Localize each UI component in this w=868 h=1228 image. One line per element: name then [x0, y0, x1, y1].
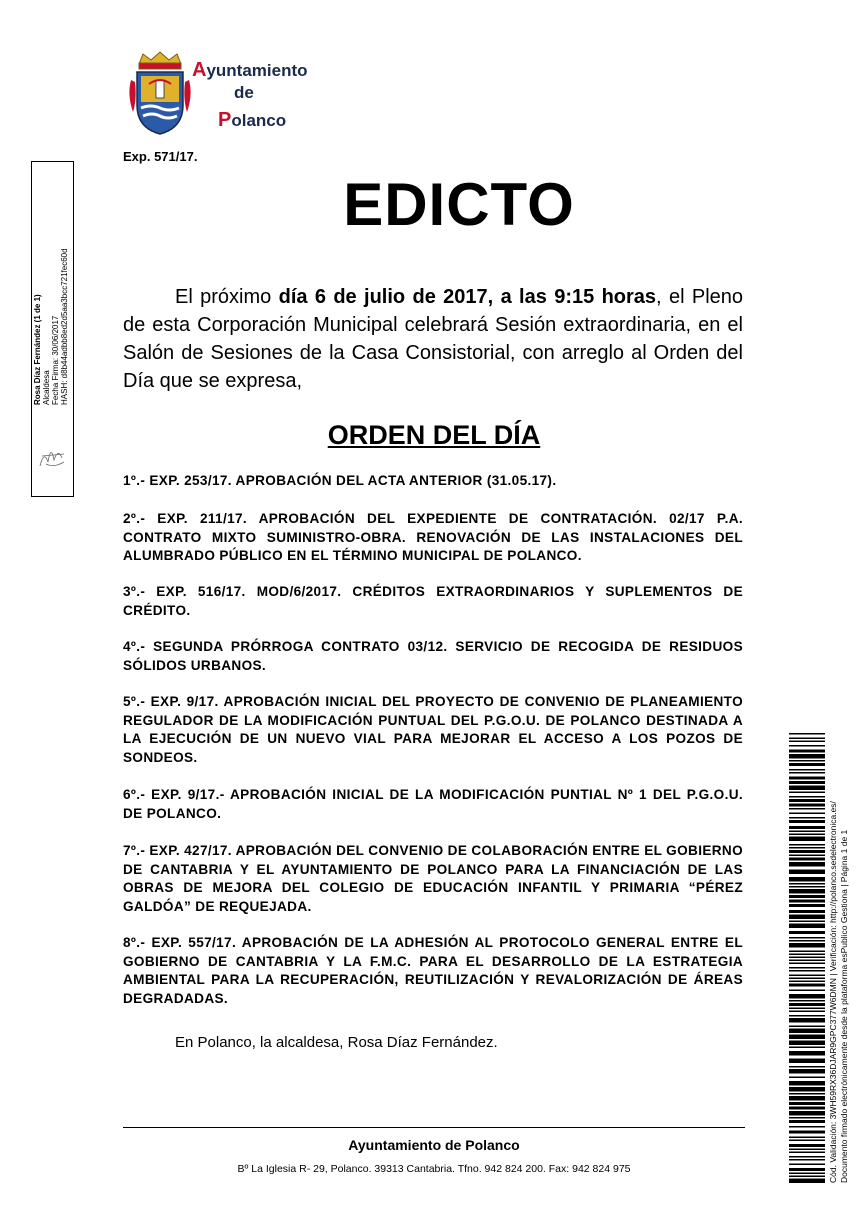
agenda-item-8: 8º.- EXP. 557/17. APROBACIÓN DE LA ADHESIÓN AL PROTOCOLO GENERAL ENTRE EL GOBIERNO DE CANTABRIA Y LA F.M.C. PARA EL DESARROLLO DE LA ESTRATEGIA AMBIENTAL PARA LA RECUPERACIÓN, REUTILIZACIÓN Y REVALORIZACIÓN DE ÁREAS DEGRADADAS. — [123, 935, 743, 1006]
org-name-line2: de — [234, 83, 254, 102]
agenda-item-1: 1º.- EXP. 253/17. APROBACIÓN DEL ACTA ANTERIOR (31.05.17). — [123, 473, 557, 488]
coat-of-arms-logo — [127, 50, 193, 136]
electronic-signature-note: Documento firmado electrónicamente desde la plataforma esPublico Gestiona | Página 1 de 1 — [839, 829, 849, 1183]
closing-line: En Polanco, la alcaldesa, Rosa Díaz Fernández. — [175, 1034, 498, 1051]
agenda-item-2: 2º.- EXP. 211/17. APROBACIÓN DEL EXPEDIENTE DE CONTRATACIÓN. 02/17 P.A. CONTRATO MIXTO SUMINISTRO-OBRA. RENOVACIÓN DE LAS INSTALACIONES DEL ALUMBRADO PÚBLICO EN EL TÉRMINO MUNICIPAL DE POLANCO. — [123, 511, 743, 564]
agenda-heading: ORDEN DEL DÍA — [327, 420, 541, 450]
file-reference: Exp. 571/17. — [123, 149, 198, 164]
signer-name: Rosa Díaz Fernández (1 de 1) — [33, 294, 42, 405]
agenda-item-4: 4º.- SEGUNDA PRÓRROGA CONTRATO 03/12. SERVICIO DE RECOGIDA DE RESIDUOS SÓLIDOS URBANOS. — [123, 639, 743, 673]
signature-hash: HASH: d8b44adbb8ed2d5aa3bcc721fec60d — [60, 248, 69, 405]
handwritten-signature-icon — [36, 440, 68, 470]
org-name-line1: Ayuntamiento — [192, 59, 308, 81]
footer-org-name: Ayuntamiento de Polanco — [348, 1137, 520, 1153]
footer-address: Bº La Iglesia R- 29, Polanco. 39313 Cantabria. Tfno. 942 824 200. Fax: 942 824 975 — [237, 1163, 631, 1175]
agenda-item-6: 6º.- EXP. 9/17.- APROBACIÓN INICIAL DE LA MODIFICACIÓN PUNTIAL Nº 1 DEL P.G.O.U. DE POLANCO. — [123, 787, 743, 821]
signature-date: Fecha Firma: 30/06/2017 — [51, 315, 60, 405]
document-title: EDICTO — [343, 171, 575, 238]
barcode-icon — [789, 733, 825, 1183]
org-name-line3: Polanco — [218, 109, 287, 131]
agenda-item-5: 5º.- EXP. 9/17. APROBACIÓN INICIAL DEL PROYECTO DE CONVENIO DE PLANEAMIENTO REGULADOR DE LA MODIFICACIÓN PUNTUAL DEL P.G.O.U. DE POLANCO DESTINADA A LA EJECUCIÓN DE UN NUEVO VIAL PARA MEJORAR EL ACCESO A LOS POZOS DE SONDEOS. — [123, 694, 743, 765]
intro-paragraph: El próximo día 6 de julio de 2017, a las 9:15 horas, el Pleno de esta Corporación Municipal celebrará Sesión extraordinaria, en el Salón de Sesiones de la Casa Consistorial, con arreglo al Orden del Día que se expresa, — [123, 286, 744, 392]
agenda-item-3: 3º.- EXP. 516/17. MOD/6/2017. CRÉDITOS EXTRAORDINARIOS Y SUPLEMENTOS DE CRÉDITO. — [123, 584, 743, 618]
footer-divider — [123, 1127, 745, 1128]
validation-code: Cód. Validación: 3WH59RX36DJAR9GPC377W6DMN | Verificación: http://polanco.sedelectronica.es/ — [828, 801, 838, 1183]
agenda-item-7: 7º.- EXP. 427/17. APROBACIÓN DEL CONVENIO DE COLABORACIÓN ENTRE EL GOBIERNO DE CANTABRIA Y EL AYUNTAMIENTO DE POLANCO PARA LA FINANCIACIÓN DE LAS OBRAS DE MEJORA DEL COLEGIO DE EDUCACIÓN INFANTIL Y PRIMARIA “PÉREZ GALDÓA” DE REQUEJADA. — [123, 843, 743, 914]
signer-role: Alcaldesa — [42, 370, 51, 405]
